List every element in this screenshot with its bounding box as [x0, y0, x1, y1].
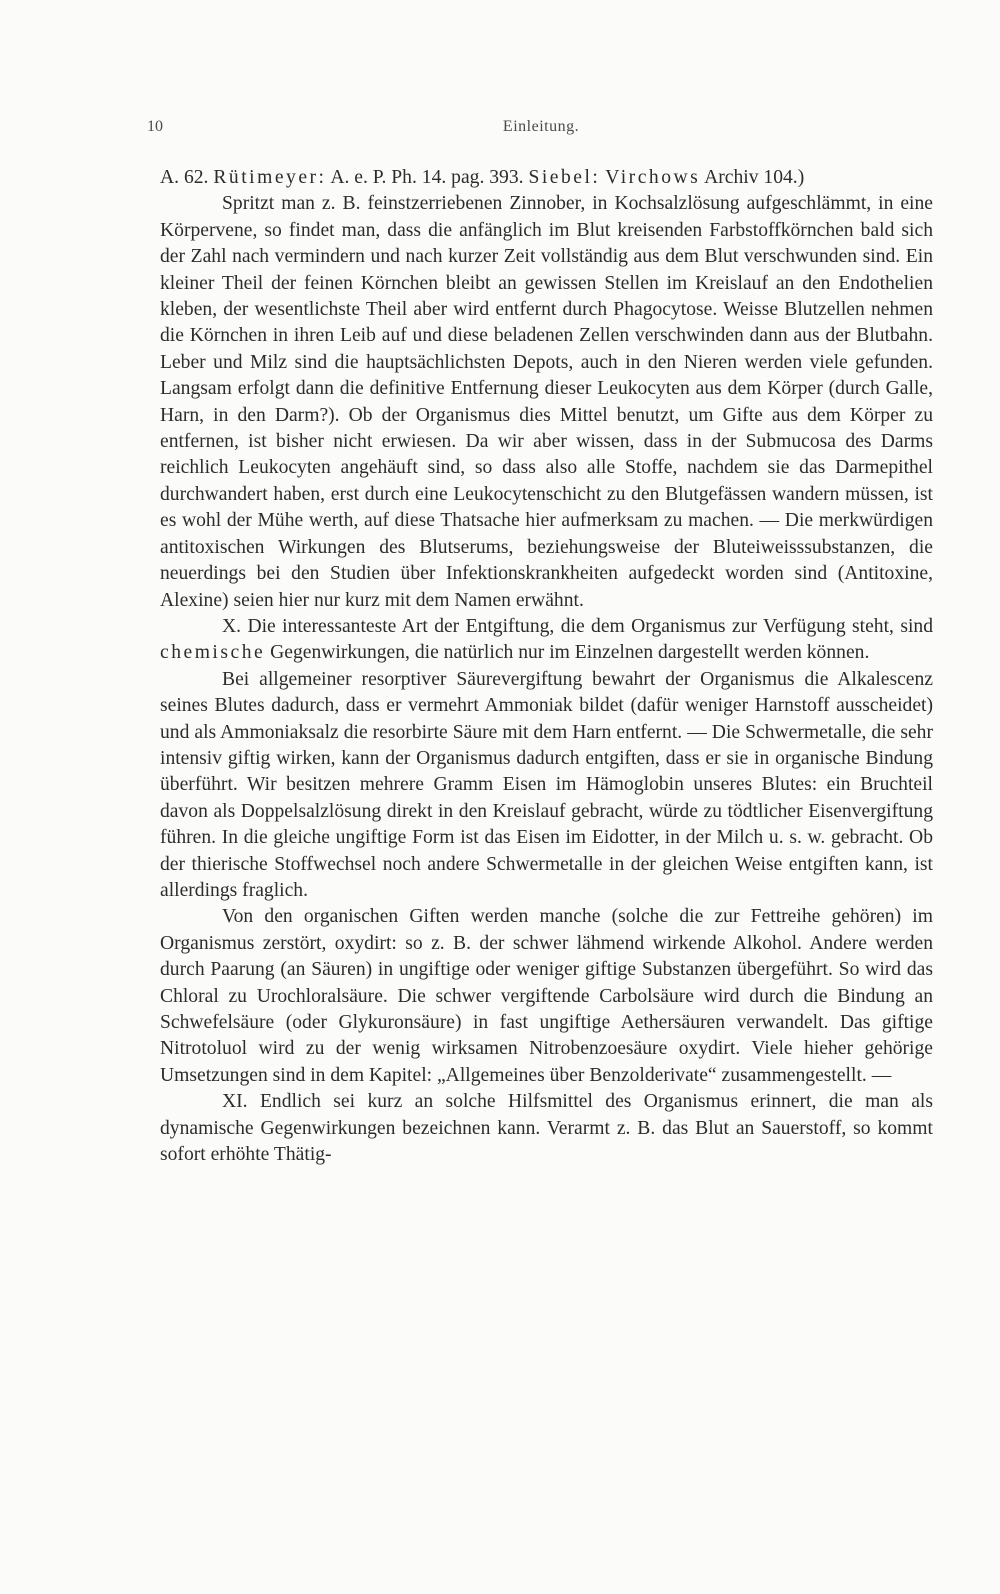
paragraph: [160, 614, 933, 667]
running-head: Einleitung.: [502, 118, 580, 135]
paragraph: [160, 667, 933, 905]
spaced-text: chemische: [160, 642, 266, 664]
paragraph-text: Archiv 104.): [700, 167, 805, 188]
paragraph-text: A. e. P. Ph. 14. pag. 393.: [326, 167, 529, 188]
body-text: [160, 165, 933, 1168]
spaced-text: Virchows: [605, 167, 701, 188]
paragraph-text: A. 62.: [160, 167, 214, 188]
page-header: [147, 118, 935, 140]
paragraph-text: Von den organischen Giften werden manche (solche die zur Fettreihe gehören) im Organismus zerstört, oxydirt: so z. B. der schwer lähmend wirkende Alkohol. Andere werden durch Paarung (an Säuren) in ungiftige oder weniger giftige Substanzen übergeführt. So wird das Chloral zu Urochloralsäure. Die schwer vergiftende Carbolsäure wird durch die Bindung an Schwefelsäure (oder Glykuronsäure) in fast ungiftige Aethersäuren verwandelt. Das giftige Nitrotoluol wird zu der wenig wirksamen Nitrobenzoesäure oxydirt. Viele hieher gehörige Umsetzungen sind in dem Kapitel: „Allgemeines über Benzolderivate“ zusammengestellt. —: [160, 906, 933, 1086]
paragraph-text: Spritzt man z. B. feinstzerriebenen Zinnober, in Kochsalzlösung aufgeschlämmt, in eine Körpervene, so findet man, dass die anfänglich im Blut kreisenden Farbstoffkörnchen bald sich der Zahl nach vermindern und nach kurzer Zeit vollständig aus dem Blut verschwunden sind. Ein kleiner Theil der feinen Körnchen bleibt an gewissen Stellen im Kreislauf an den Endothelien kleben, der wesentlichste Theil aber wird entfernt durch Phagocytose. Weisse Blutzellen nehmen die Körnchen in ihren Leib auf und diese beladenen Zellen verschwinden dann aus der Blutbahn. Leber und Milz sind die hauptsächlichsten Depots, auch in den Nieren werden viele gefunden. Langsam erfolgt dann die definitive Entfernung dieser Leukocyten aus dem Körper (durch Galle, Harn, in den Darm?). Ob der Organismus dies Mittel benutzt, um Gifte aus dem Körper zu entfernen, ist bisher nicht erwiesen. Da wir aber wissen, dass in der Submucosa des Darms reichlich Leukocyten angehäuft sind, so dass also alle Stoffe, nachdem sie das Darmepithel durchwandert haben, erst durch eine Leukocytenschicht zu den Blutgefässen wandern müssen, ist es wohl der Mühe werth, auf diese Thatsache hier aufmerksam zu machen. — Die merkwürdigen antitoxischen Wirkungen des Blutserums, beziehungsweise der Bluteiweisssubstanzen, die neuerdings bei den Studien über Infektionskrankheiten aufgedeckt worden sind (Antitoxine, Alexine) seien hier nur kurz mit dem Namen erwähnt.: [160, 193, 933, 611]
paragraph-text: X. Die interessanteste Art der Entgiftung, die dem Organismus zur Verfügung steht, sind: [222, 615, 933, 637]
paragraph-text: Bei allgemeiner resorptiver Säurevergiftung bewahrt der Organismus die Alkalescenz seines Blutes dadurch, dass er vermehrt Ammoniak bildet (dafür weniger Harnstoff ausscheidet) und als Ammoniaksalz die resorbirte Säure mit dem Harn entfernt. — Die Schwermetalle, die sehr intensiv giftig wirken, kann der Organismus dadurch entgiften, dass er sie in organische Bindung überführt. Wir besitzen mehrere Gramm Eisen im Hämoglobin unseres Blutes: ein Bruchteil davon als Doppelsalzlösung direkt in den Kreislauf gebracht, würde zu tödtlicher Eisenvergiftung führen. In die gleiche ungiftige Form ist das Eisen im Eidotter, in der Milch u. s. w. gebracht. Ob der thierische Stoffwechsel noch andere Schwermetalle in der gleichen Weise entgiften kann, ist allerdings fraglich.: [160, 668, 933, 901]
paragraph: [160, 904, 933, 1089]
page-number: 10: [147, 118, 163, 135]
paragraph: [160, 165, 933, 191]
paragraph-text: XI. Endlich sei kurz an solche Hilfsmittel des Organismus erinnert, die man als dynamische Gegenwirkungen bezeichnen kann. Verarmt z. B. das Blut an Sauerstoff, so kommt sofort erhöhte Thätig-: [160, 1091, 933, 1166]
spaced-text: Rütimeyer:: [213, 167, 327, 188]
spaced-text: Siebel:: [528, 167, 601, 188]
paragraph: [160, 191, 933, 614]
paragraph-text: Gegenwirkungen, die natürlich nur im Einzelnen dargestellt werden können.: [265, 642, 870, 664]
paragraph: [160, 1089, 933, 1168]
